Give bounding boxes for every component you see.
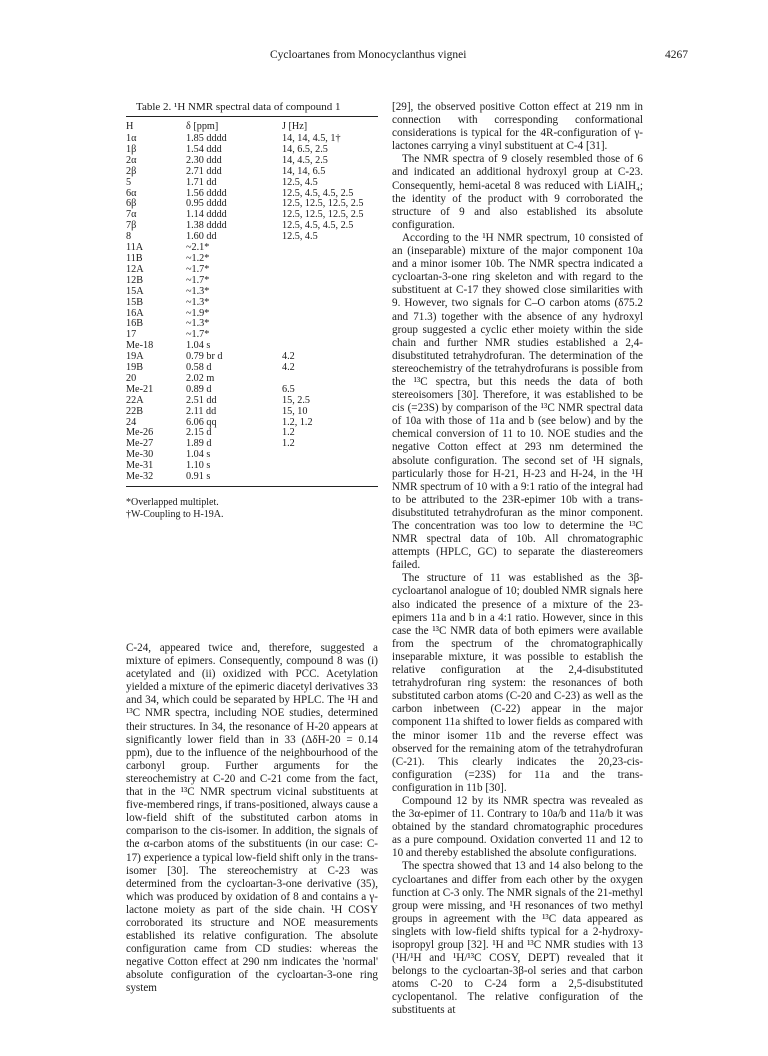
coupling-cell bbox=[282, 461, 378, 472]
nmr-table-block bbox=[126, 101, 378, 521]
shift-cell: ~1.3* bbox=[186, 318, 210, 330]
proton-cell: 24 bbox=[126, 416, 137, 428]
proton-cell: 12A bbox=[126, 263, 144, 275]
table-row bbox=[126, 134, 378, 145]
shift-cell: 2.15 d bbox=[186, 427, 212, 439]
shift-cell: 1.10 s bbox=[186, 460, 211, 472]
shift-cell: ~2.1* bbox=[186, 242, 210, 254]
proton-cell: 19A bbox=[126, 351, 144, 363]
left-column-text bbox=[126, 642, 378, 996]
body-paragraph: The NMR spectra of 9 closely resembled those of 6 and indicated an additional hydroxyl group at C-23. Consequently, hemi-acetal 8 was reduced with LiAlH₄; the identity of the product with 9 corroborated the structure of 9 and also established its absolute configuration. bbox=[392, 153, 643, 231]
table-caption: Table 2. ¹H NMR spectral data of compound 1 bbox=[136, 101, 341, 113]
shift-cell: 1.56 dddd bbox=[186, 187, 227, 199]
proton-cell: 15A bbox=[126, 285, 144, 297]
table-row bbox=[126, 450, 378, 461]
table-row bbox=[126, 319, 378, 330]
coupling-cell bbox=[282, 287, 378, 298]
proton-cell: 2β bbox=[126, 165, 137, 177]
proton-cell: 20 bbox=[126, 372, 137, 384]
col-header-delta: δ [ppm] bbox=[186, 121, 219, 132]
proton-cell: 16A bbox=[126, 307, 144, 319]
shift-cell: ~1.7* bbox=[186, 263, 210, 275]
coupling-cell: 12.5, 12.5, 12.5, 2.5 bbox=[282, 198, 364, 210]
table-body bbox=[126, 134, 378, 483]
table-row bbox=[126, 276, 378, 287]
shift-cell: ~1.2* bbox=[186, 252, 210, 264]
proton-cell: 16B bbox=[126, 318, 143, 330]
page-number: 4267 bbox=[665, 49, 688, 61]
proton-cell: 6β bbox=[126, 198, 137, 210]
shift-cell: 2.02 m bbox=[186, 372, 215, 384]
shift-cell: 2.51 dd bbox=[186, 394, 217, 406]
coupling-cell: 1.2, 1.2 bbox=[282, 416, 313, 428]
body-paragraph: Compound 12 by its NMR spectra was revealed as the 3α-epimer of 11. Contrary to 10a/b and 11a/b it was obtained by the standard chromatographic procedures as a pure compound. Oxidation converted 11 and 12 to 10 and thereby established the absolute configurations. bbox=[392, 794, 643, 860]
coupling-cell: 12.5, 4.5 bbox=[282, 176, 318, 188]
table-row bbox=[126, 156, 378, 167]
coupling-cell bbox=[282, 330, 378, 341]
proton-cell: 1α bbox=[126, 133, 137, 144]
table-row bbox=[126, 439, 378, 450]
coupling-cell bbox=[282, 472, 378, 483]
proton-cell: 22B bbox=[126, 405, 143, 417]
coupling-cell bbox=[282, 319, 378, 330]
table-row bbox=[126, 265, 378, 276]
body-paragraph: The structure of 11 was established as the 3β-cycloartanol analogue of 10; doubled NMR signals here also indicated the presence of a mixture of the 23-epimers 11a and b in a 4:1 ratio. However, since in this case the ¹³C NMR data of both epimers were available from the spectrum of the chromatographically inseparable mixture, it was possible to establish the relative configuration at the 2,4-disubstituted tetrahydrofuran ring system: the resonances of both substituted carbon atoms (C-20 and C-23) as well as the carbon inbetween (C-22) appear in the major component 11a shifted to lower fields as compared with the minor isomer 11b and the reverse effect was observed for the remaining atom of the tetrahydrofuran (C-21). This clearly indicates the 20,23-cis-configuration (=23S) for 11a and the trans-configuration in 11b [30]. bbox=[392, 572, 643, 794]
shift-cell: 6.06 qq bbox=[186, 416, 217, 428]
coupling-cell: 12.5, 4.5 bbox=[282, 231, 318, 243]
table-row bbox=[126, 374, 378, 385]
body-paragraph: According to the ¹H NMR spectrum, 10 consisted of an (inseparable) mixture of the major component 10a and a minor isomer 10b. The NMR spectra indicated a cycloartan-3-one ring skeleton and with regard to the substituent at C-17 they showed close similarities with 9. However, two signals for C–O carbon atoms (δ75.2 and 71.3) together with the absence of any hydroxyl group suggested a cyclic ether moiety within the side chain and further NMR studies established a 2,4-disubstituted tetrahydrofuran. The determination of the stereochemistry of the tetrahydrofurans is possible from the ¹³C spectra, but this needs the data of both stereoisomers [30]. Therefore, it was established to be cis (=23S) by comparison of the ¹³C NMR spectral data of 10a with those of 11a and b (see below) and by the chemical conversion of 11 to 10. NOE studies and the negative Cotton effect at 293 nm determined the absolute configuration. The second set of ¹H signals, particularly those for H-21, H-23 and H-24, in the ¹H NMR spectrum of 10 with a 9:1 ratio of the integral had to be attributed to the 23R-epimer 10b with a trans-disubstituted tetrahydrofuran as the minor component. The concentration was too low to determine the ¹³C NMR spectral data of 10b. All chromatographic attempts (HPLC, GC) to separate the diastereomers failed. bbox=[392, 231, 643, 572]
table-row bbox=[126, 418, 378, 429]
table-row bbox=[126, 407, 378, 418]
shift-cell: ~1.3* bbox=[186, 285, 210, 297]
shift-cell: 1.38 dddd bbox=[186, 220, 227, 232]
table-row bbox=[126, 428, 378, 439]
proton-cell: 8 bbox=[126, 231, 132, 243]
coupling-cell: 1.2 bbox=[282, 427, 295, 439]
shift-cell: 1.89 d bbox=[186, 438, 212, 450]
coupling-cell bbox=[282, 265, 378, 276]
shift-cell: 0.89 d bbox=[186, 383, 212, 395]
table-row bbox=[126, 167, 378, 178]
proton-cell: 1β bbox=[126, 143, 137, 155]
shift-cell: 0.79 br d bbox=[186, 351, 223, 363]
table-row bbox=[126, 298, 378, 309]
table-row bbox=[126, 330, 378, 341]
proton-cell: Me-21 bbox=[126, 383, 154, 395]
proton-cell: Me-30 bbox=[126, 449, 154, 461]
coupling-cell: 14, 14, 4.5, 1† bbox=[282, 133, 341, 144]
shift-cell: 2.30 ddd bbox=[186, 154, 222, 166]
coupling-cell: 15, 2.5 bbox=[282, 394, 311, 406]
coupling-cell: 12.5, 4.5, 4.5, 2.5 bbox=[282, 187, 354, 199]
table-row bbox=[126, 461, 378, 472]
shift-cell: 0.58 d bbox=[186, 362, 212, 374]
proton-cell: Me-31 bbox=[126, 460, 154, 472]
shift-cell: ~1.3* bbox=[186, 296, 210, 308]
table-bottom-rule bbox=[126, 486, 378, 487]
shift-cell: 1.04 s bbox=[186, 340, 211, 352]
table-footnotes bbox=[126, 497, 378, 521]
coupling-cell: 6.5 bbox=[282, 383, 295, 395]
table-row bbox=[126, 254, 378, 265]
nmr-table bbox=[126, 120, 378, 483]
table-top-rule bbox=[126, 116, 378, 117]
coupling-cell bbox=[282, 276, 378, 287]
proton-cell: 5 bbox=[126, 176, 132, 188]
table-row bbox=[126, 472, 378, 483]
body-paragraph: C-24, appeared twice and, therefore, suggested a mixture of epimers. Consequently, compound 8 was (i) acetylated and (ii) oxidized with PCC. Acetylation yielded a mixture of the epimeric diacetyl derivatives 33 and 34, which could be separated by HPLC. The ¹H and ¹³C NMR spectra, including NOE studies, determined their structures. In 34, the resonance of H-20 appears at significantly lower field than in 33 (ΔδH-20 = 0.14 ppm), due to the influence of the neighbourhood of the carbonyl group. Further arguments for the stereochemistry at C-20 and C-21 come from the fact, that in the ¹³C NMR spectrum vicinal substituents at five-membered rings, if trans-positioned, always cause a low-field shift of the substituted carbon atoms in comparison to the cis-isomer. In addition, the signals of the α-carbon atoms of the substituents (in our case: C-17) experience a typical low-field shift only in the trans-isomer [30]. The stereochemistry at C-23 was determined from the cycloartan-3-one derivative (35), which was produced by oxidation of 8 and contains a γ-lactone moiety as part of the side chain. ¹H COSY corroborated its structure and NOE measurements established its relative configuration. The absolute configuration came from CD studies: whereas the negative Cotton effect at 290 nm indicates the 'normal' absolute configuration of the cycloartan-3-one ring system bbox=[126, 642, 378, 995]
proton-cell: 6α bbox=[126, 187, 137, 199]
right-column-text bbox=[392, 101, 643, 1018]
table-header-row bbox=[126, 120, 378, 134]
table-row bbox=[126, 221, 378, 232]
table-row bbox=[126, 309, 378, 320]
table-row bbox=[126, 396, 378, 407]
shift-cell: 1.14 dddd bbox=[186, 209, 227, 221]
shift-cell: 1.04 s bbox=[186, 449, 211, 461]
table-row bbox=[126, 232, 378, 243]
coupling-cell bbox=[282, 450, 378, 461]
proton-cell: 11A bbox=[126, 242, 144, 254]
table-row bbox=[126, 287, 378, 298]
table-row bbox=[126, 145, 378, 156]
shift-cell: ~1.7* bbox=[186, 274, 210, 286]
proton-cell: 19B bbox=[126, 362, 143, 374]
body-paragraph: [29], the observed positive Cotton effect at 219 nm in connection with corresponding conformational considerations is typical for the 4R-configuration of γ-lactones carrying a vinyl substituent at C-4 [31]. bbox=[392, 101, 643, 153]
proton-cell: 22A bbox=[126, 394, 144, 406]
proton-cell: 7α bbox=[126, 209, 137, 221]
body-paragraph: The spectra showed that 13 and 14 also belong to the cycloartanes and differ from each other by the oxygen function at C-3 only. The NMR signals of the 21-methyl group were missing, and ¹H resonances of two methyl groups in agreement with the ¹³C data appeared as singlets with low-field shifts typical for a 2-hydroxy-isopropyl group [32]. ¹H and ¹³C NMR studies with 13 (¹H/¹H and ¹H/¹³C COSY, DEPT) revealed that it belongs to the cycloartan-3β-ol series and that carbon atoms C-20 to C-24 form a 2,5-disubstituted cyclopentanol. The relative configuration of the substituents at bbox=[392, 860, 643, 1017]
shift-cell: 0.91 s bbox=[186, 471, 211, 483]
coupling-cell bbox=[282, 298, 378, 309]
coupling-cell: 14, 4.5, 2.5 bbox=[282, 154, 328, 166]
table-row bbox=[126, 341, 378, 352]
proton-cell: Me-27 bbox=[126, 438, 154, 450]
shift-cell: 1.71 dd bbox=[186, 176, 217, 188]
table-row bbox=[126, 243, 378, 254]
footnote-coupling: †W-Coupling to H-19A. bbox=[126, 509, 224, 520]
table-row bbox=[126, 178, 378, 189]
shift-cell: 2.71 ddd bbox=[186, 165, 222, 177]
proton-cell: Me-26 bbox=[126, 427, 154, 439]
coupling-cell: 1.2 bbox=[282, 438, 295, 450]
coupling-cell: 12.5, 12.5, 12.5, 2.5 bbox=[282, 209, 364, 221]
shift-cell: 1.85 dddd bbox=[186, 133, 227, 144]
shift-cell: 1.60 dd bbox=[186, 231, 217, 243]
running-header bbox=[0, 49, 768, 65]
table-row bbox=[126, 363, 378, 374]
coupling-cell: 14, 14, 6.5 bbox=[282, 165, 326, 177]
shift-cell: 2.11 dd bbox=[186, 405, 217, 417]
coupling-cell: 12.5, 4.5, 4.5, 2.5 bbox=[282, 220, 354, 232]
col-header-h: H bbox=[126, 121, 134, 132]
coupling-cell bbox=[282, 309, 378, 320]
coupling-cell bbox=[282, 243, 378, 254]
proton-cell: 2α bbox=[126, 154, 137, 166]
coupling-cell: 15, 10 bbox=[282, 405, 308, 417]
coupling-cell: 4.2 bbox=[282, 362, 295, 374]
running-title: Cycloartanes from Monocyclanthus vignei bbox=[270, 49, 467, 61]
coupling-cell bbox=[282, 341, 378, 352]
proton-cell: 15B bbox=[126, 296, 143, 308]
shift-cell: ~1.7* bbox=[186, 329, 210, 341]
proton-cell: Me-18 bbox=[126, 340, 154, 352]
footnote-overlap: *Overlapped multiplet. bbox=[126, 497, 219, 508]
shift-cell: ~1.9* bbox=[186, 307, 210, 319]
shift-cell: 0.95 dddd bbox=[186, 198, 227, 210]
coupling-cell: 4.2 bbox=[282, 351, 295, 363]
proton-cell: Me-32 bbox=[126, 471, 154, 483]
table-row bbox=[126, 385, 378, 396]
shift-cell: 1.54 ddd bbox=[186, 143, 222, 155]
proton-cell: 7β bbox=[126, 220, 137, 232]
proton-cell: 17 bbox=[126, 329, 137, 341]
coupling-cell bbox=[282, 374, 378, 385]
proton-cell: 11B bbox=[126, 252, 143, 264]
coupling-cell: 14, 6.5, 2.5 bbox=[282, 143, 328, 155]
table-row bbox=[126, 352, 378, 363]
proton-cell: 12B bbox=[126, 274, 143, 286]
coupling-cell bbox=[282, 254, 378, 265]
col-header-j: J [Hz] bbox=[282, 121, 308, 132]
